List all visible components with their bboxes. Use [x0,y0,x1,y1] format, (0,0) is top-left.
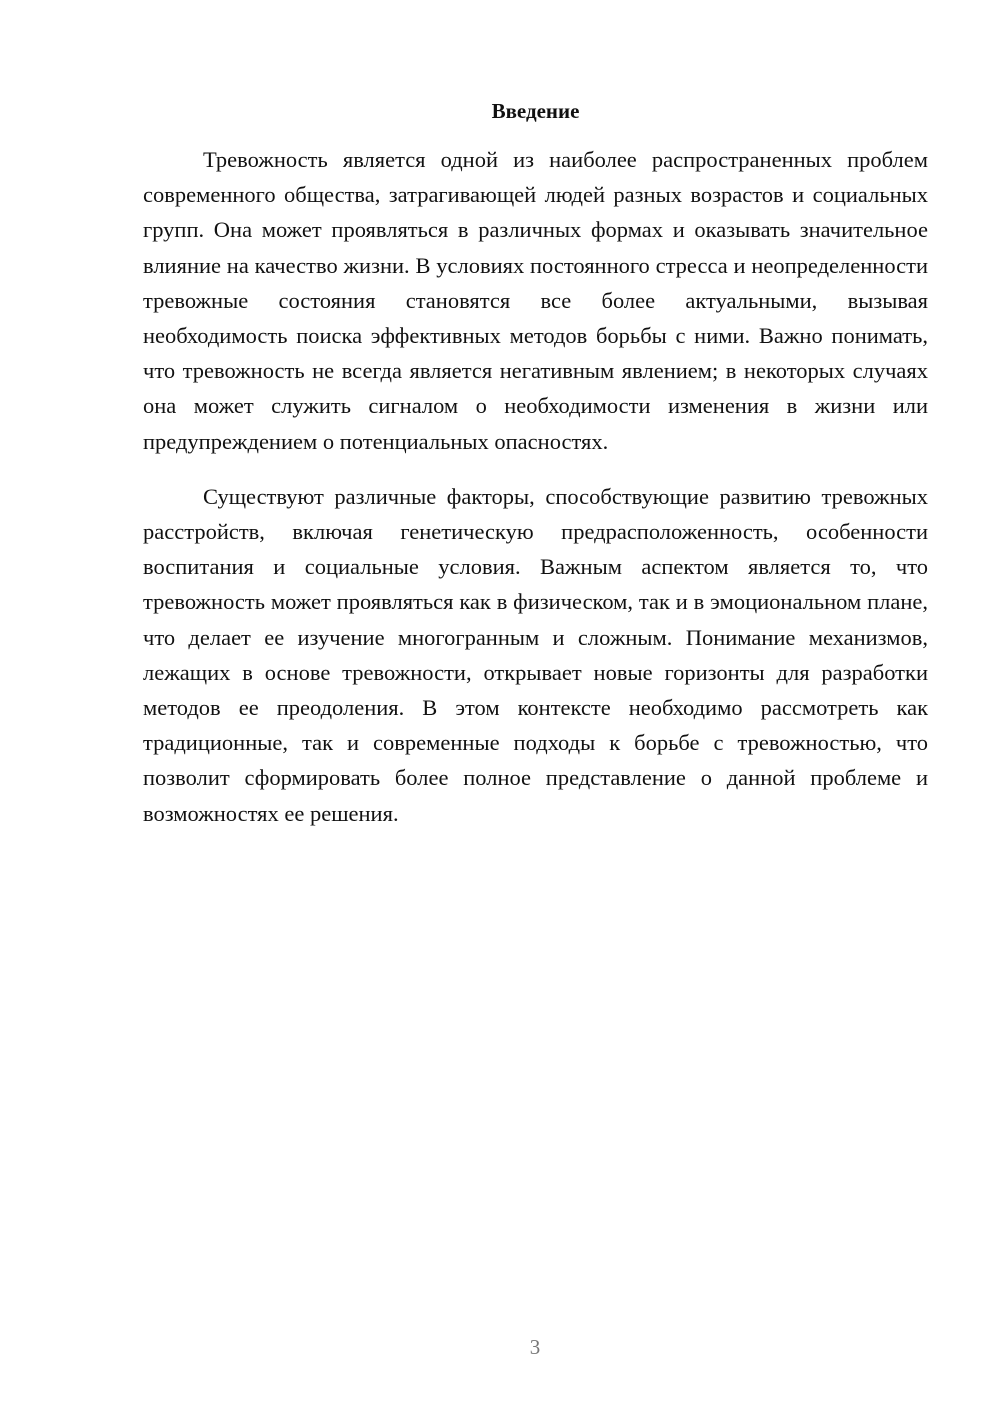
paragraph-1: Тревожность является одной из наиболее распространенных проблем современного общества, затрагивающей людей разных возрастов и социальных групп. Она может проявляться в различных формах и оказывать значительное влияние на качество жизни. В условиях постоянного стресса и неопределенности тревожные состояния становятся все более актуальными, вызывая необходимость поиска эффективных методов борьбы с ними. Важно понимать, что тревожность не всегда является негативным явлением; в некоторых случаях она может служить сигналом о необходимости изменения в жизни или предупреждением о потенциальных опасностях. [143,147,928,454]
paragraph-2: Существуют различные факторы, способствующие развитию тревожных расстройств, включая генетическую предрасположенность, особенности воспитания и социальные условия. Важным аспектом является то, что тревожность может проявляться как в физическом, так и в эмоциональном плане, что делает ее изучение многогранным и сложным. Понимание механизмов, лежащих в основе тревожности, открывает новые горизонты для разработки методов ее преодоления. В этом контексте необходимо рассмотреть как традиционные, так и современные подходы к борьбе с тревожностью, что позволит сформировать более полное представление о данной проблеме и возможностях ее решения. [143,483,928,826]
body-text [143,142,928,851]
section-title: Введение [491,99,580,123]
page-number: 3 [529,1335,541,1359]
